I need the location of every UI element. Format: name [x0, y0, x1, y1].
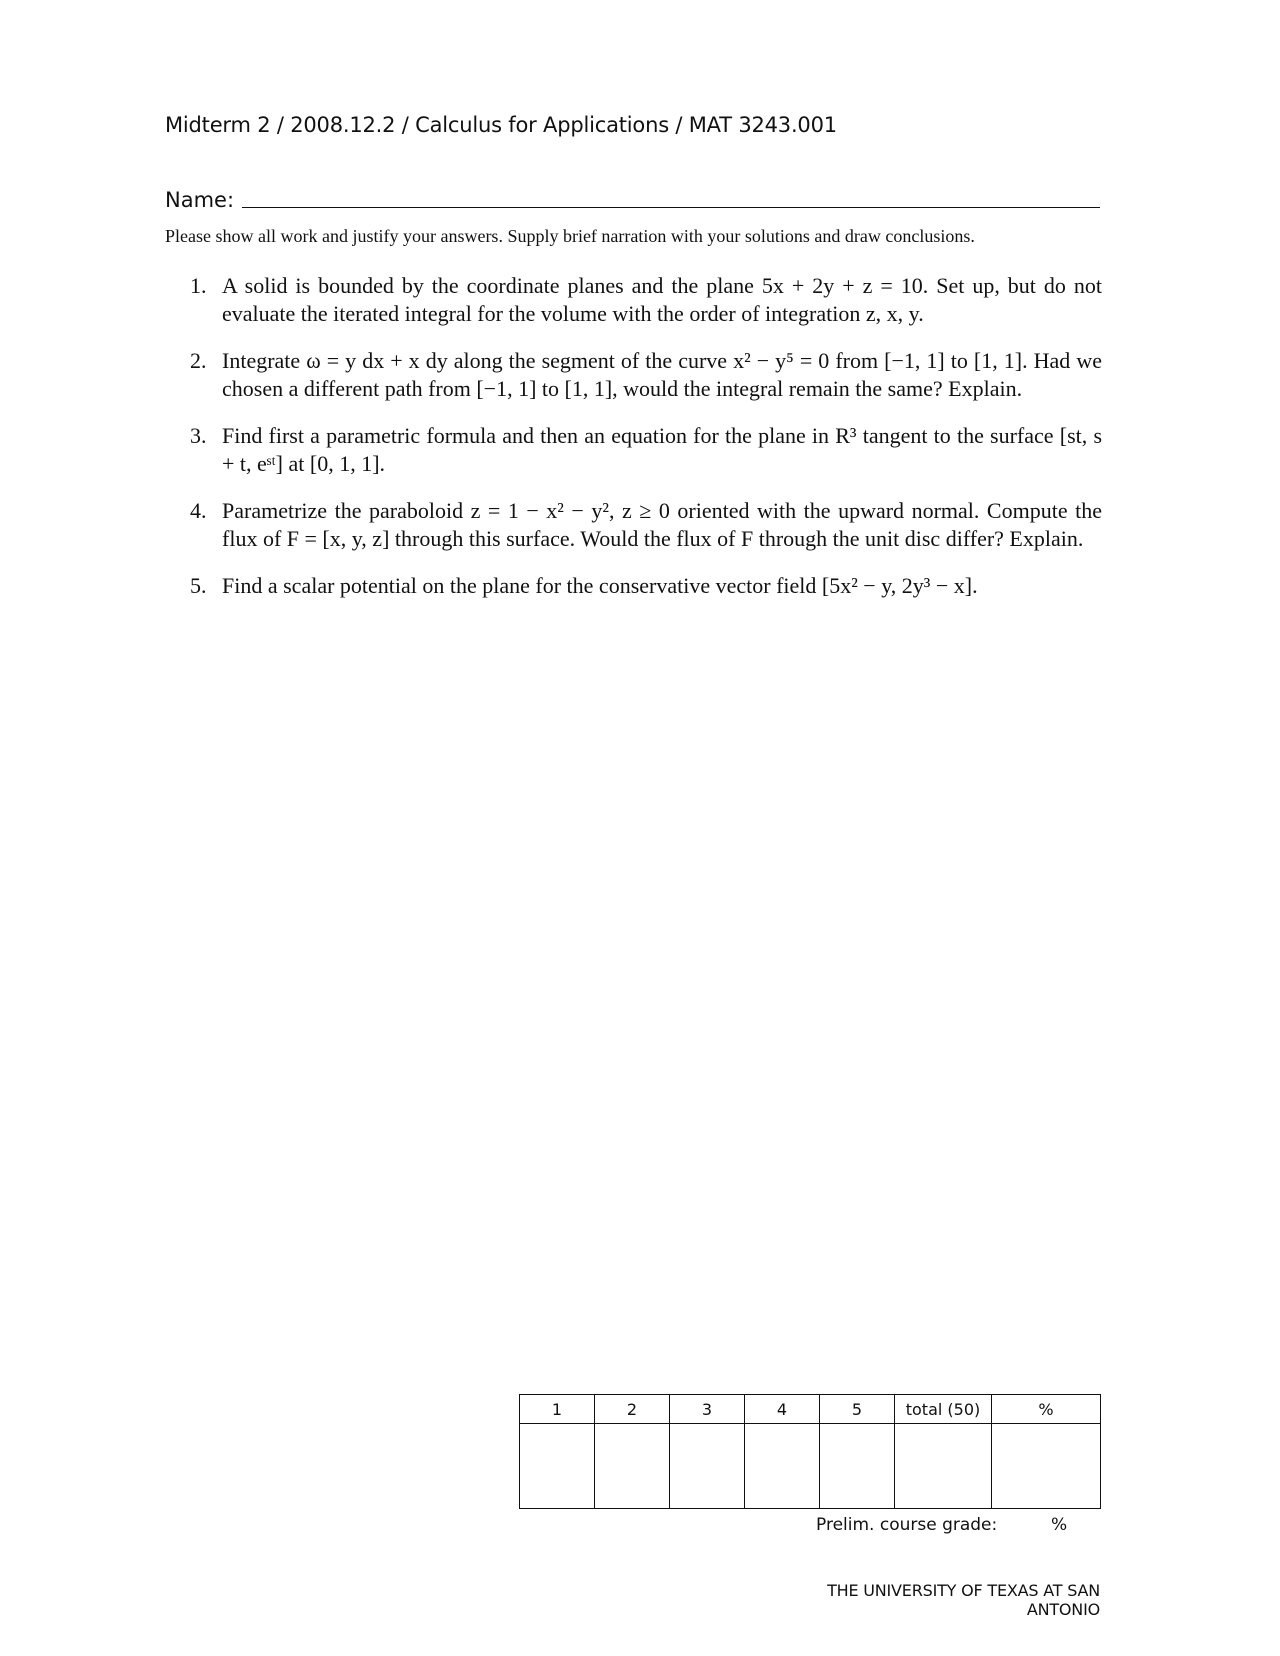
problem-2 — [190, 347, 1102, 403]
prelim-course-grade-label: Prelim. course grade: — [816, 1515, 998, 1535]
grade-col-header: 5 — [820, 1395, 895, 1424]
grade-col-header: 4 — [745, 1395, 820, 1424]
problem-text: Integrate ω = y dx + x dy along the segment of the curve x² − y⁵ = 0 from [−1, 1] to [1, 1]. Had we chosen a different path from [−1, 1] to [1, 1], would the integral remain the same? Explain. — [222, 348, 1102, 401]
score-cell[interactable] — [670, 1424, 745, 1509]
problem-5 — [190, 572, 1102, 600]
university-footer: THE UNIVERSITY OF TEXAS AT SAN ANTONIO — [827, 1581, 1100, 1619]
grade-table — [519, 1394, 1101, 1509]
problem-text: Parametrize the paraboloid z = 1 − x² − y², z ≥ 0 oriented with the upward normal. Compute the flux of F = [x, y, z] through this surface. Would the flux of F through the unit disc differ? Explain. — [222, 498, 1102, 551]
problem-number: 2. — [190, 348, 207, 373]
score-cell[interactable] — [820, 1424, 895, 1509]
problem-3 — [190, 422, 1102, 478]
score-cell[interactable] — [595, 1424, 670, 1509]
grade-table-wrap — [519, 1394, 1101, 1509]
score-cell[interactable] — [895, 1424, 992, 1509]
name-line[interactable] — [242, 207, 1100, 208]
problem-number: 5. — [190, 573, 207, 598]
problem-4 — [190, 497, 1102, 553]
grade-col-header: total (50) — [895, 1395, 992, 1424]
grade-col-header: % — [992, 1395, 1101, 1424]
grade-col-header: 3 — [670, 1395, 745, 1424]
name-field[interactable] — [165, 188, 1100, 218]
prelim-course-grade-percent: % — [1051, 1515, 1068, 1535]
problem-1 — [190, 272, 1102, 328]
score-cell[interactable] — [745, 1424, 820, 1509]
problem-text: A solid is bounded by the coordinate planes and the plane 5x + 2y + z = 10. Set up, but do not evaluate the iterated integral for the volume with the order of integration z, x, y. — [222, 273, 1102, 326]
grade-col-header: 2 — [595, 1395, 670, 1424]
score-cell[interactable] — [992, 1424, 1101, 1509]
exam-header: Midterm 2 / 2008.12.2 / Calculus for Applications / MAT 3243.001 — [165, 113, 837, 137]
score-cell[interactable] — [520, 1424, 595, 1509]
name-label: Name: — [165, 188, 235, 212]
instructions: Please show all work and justify your answers. Supply brief narration with your solutions and draw conclusions. — [165, 226, 975, 246]
grade-table-header-row — [520, 1395, 1101, 1424]
problem-number: 3. — [190, 423, 207, 448]
problem-text: Find first a parametric formula and then an equation for the plane in R³ tangent to the surface [st, s + t, eˢᵗ] at [0, 1, 1]. — [222, 423, 1102, 476]
problem-number: 1. — [190, 273, 207, 298]
grade-table-score-row — [520, 1424, 1101, 1509]
problem-number: 4. — [190, 498, 207, 523]
problem-list — [190, 272, 1102, 619]
grade-col-header: 1 — [520, 1395, 595, 1424]
problem-text: Find a scalar potential on the plane for the conservative vector field [5x² − y, 2y³ − x]. — [222, 573, 978, 598]
